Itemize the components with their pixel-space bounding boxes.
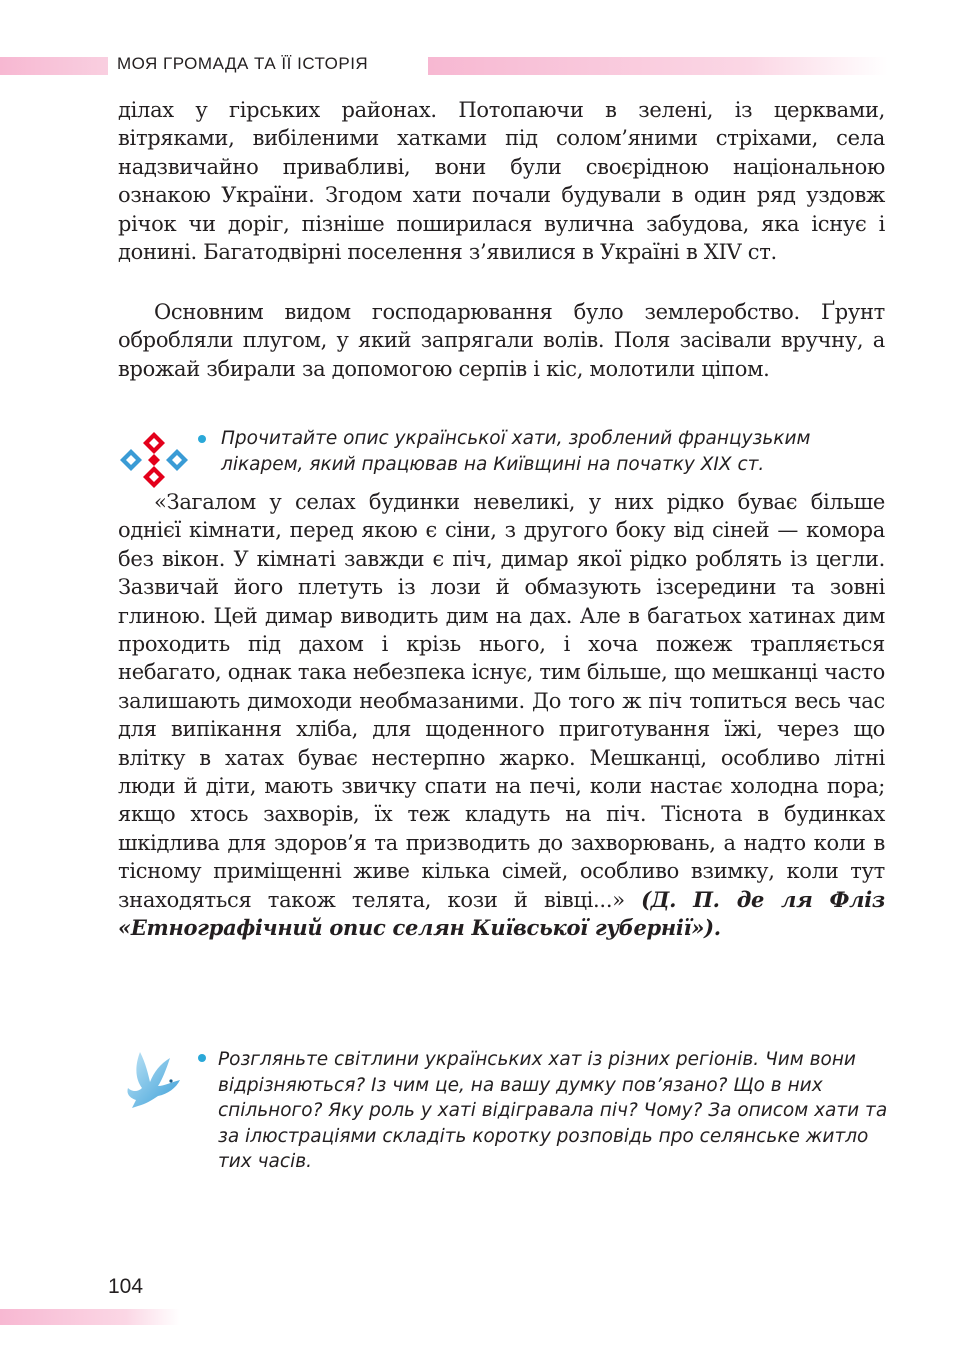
- dove-icon: [120, 1050, 184, 1108]
- quote-block: [118, 488, 885, 943]
- task-compare-houses: [202, 1047, 892, 1175]
- running-header-title: МОЯ ГРОМАДА ТА ЇЇ ІСТОРІЯ: [117, 54, 369, 73]
- paragraph-farming: Основним видом господарювання було землеробство. Ґрунт обробляли плугом, у який запрягали волів. Поля засівали вручну, а врожай збирали за допомогою серпів і кіс, молотили ціпом.: [118, 300, 885, 381]
- bullet-icon: [198, 1054, 206, 1062]
- task-read-description-text: Прочитайте опис української хати, зроблений французьким лікарем, який працював на Київщині на початку XIX ст.: [221, 428, 811, 475]
- page-number: 104: [108, 1275, 144, 1298]
- task-compare-houses-text: Розгляньте світлини українських хат із різних регіонів. Чим вони відрізняються? Із чим це, на вашу думку пов’язано? Що в них спільного? Яку роль у хаті відігравала піч? Чому? За описом хати та за ілюстраціями складіть коротку розповідь про селянське житло тих часів.: [218, 1049, 888, 1173]
- task-read-description: [202, 426, 892, 477]
- paragraph-continuation: ділах у гірських районах. Потопаючи в зелені, із церквами, вітряками, вибіленими хатками під солом’яними стріхами, села надзвичайно привабливі, вони були своєрідною національною ознакою України. Згодом хати почали будували в один ряд уздовж річок чи доріг, пізніше поширилася вулична забудова, яка існує і донині. Багатодвірні поселення з’явилися в Україні в XIV ст.: [118, 98, 885, 265]
- header-decor-bar-right: [428, 57, 888, 75]
- ornament-icon: [118, 432, 190, 488]
- header-decor-bar-left: [0, 57, 108, 75]
- footer-decor-bar: [0, 1309, 180, 1325]
- bullet-icon: [198, 435, 206, 443]
- quote-text: «Загалом у селах будинки невеликі, у них рідко буває більше однієї кімнати, перед якою є сіни, з другого боку від сіней — комора без вікон. У кімнаті завжди є піч, димар якої рідко роблять із цегли. Зазвичай його плетуть із лози й обмазують ізсередини та зовні глиною. Цей димар виводить дим на дах. Але в багатьох хатинах дим проходить під дахом і крізь нього, і хоча пожеж трапляється небагато, однак така небезпека існує, тим більше, що мешканці часто залишають димоходи необмазаними. До того ж піч топиться весь час для випікання хліба, для щоденного приготування їжі, через що влітку в хатах буває нестерпно жарко. Мешканці, особливо літні люди й діти, мають звичку спати на печі, коли настає холодна пора; якщо хтось захворів, їх теж кладуть на піч. Тіснота в будинках шкідлива для здоров’я та призводить до захворювань, а надто коли в тісному приміщенні живе кілька сімей, особливо взимку, коли тут знаходяться також телята, кози й вівці...»: [118, 490, 885, 912]
- quote-citation: (Д. П. де ля Фліз «Етнографічний опис селян Київської губернії»).: [118, 886, 885, 941]
